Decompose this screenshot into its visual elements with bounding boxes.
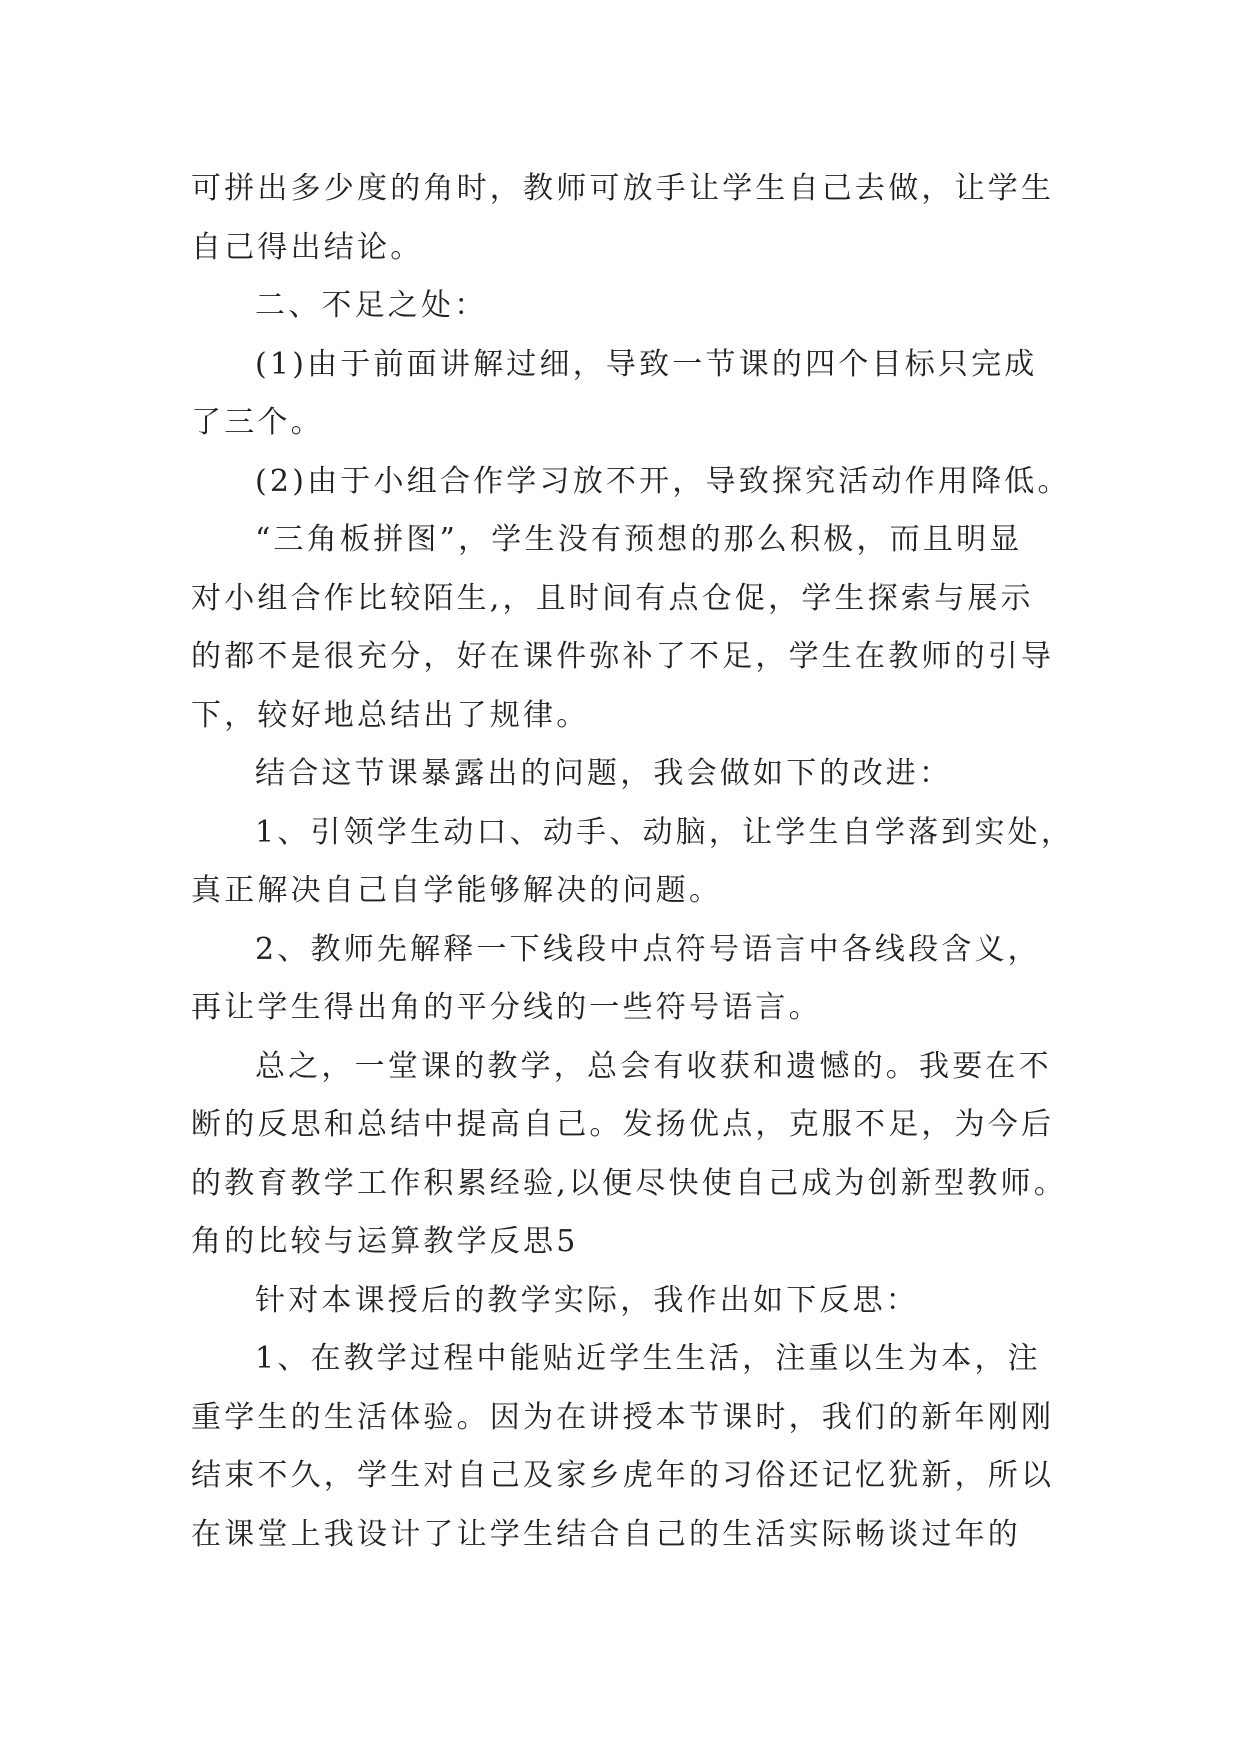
document-body: [191, 160, 1075, 1564]
text-line: 对小组合作比较陌生,，且时间有点仓促，学生探索与展示: [191, 580, 1034, 616]
text-line: “三角板拼图”，学生没有预想的那么积极，而且明显: [255, 522, 1023, 557]
document-title: 角的比较与运算教学反思5: [191, 1224, 579, 1259]
text-line: 1、在教学过程中能贴近学生生活，注重以生为本，注: [255, 1341, 1041, 1376]
text-line: (1)由于前面讲解过细，导致一节课的四个目标只完成: [255, 346, 1038, 382]
text-line: 针对本课授后的教学实际，我作出如下反思：: [255, 1282, 919, 1318]
text-line: 的教育教学工作积累经验,以便尽快使自己成为创新型教师。: [191, 1165, 1067, 1201]
text-line: 了三个。: [191, 405, 324, 440]
text-line: 重学生的生活体验。因为在讲授本节课时，我们的新年刚刚: [191, 1399, 1055, 1435]
text-line: 断的反思和总结中提高自己。发扬优点，克服不足，为今后: [191, 1107, 1055, 1142]
text-line: 结合这节课暴露出的问题，我会做如下的改进：: [255, 756, 953, 791]
text-line: 总之，一堂课的教学，总会有收获和遗憾的。我要在不: [255, 1048, 1052, 1084]
text-line: (2)由于小组合作学习放不开，导致探究活动作用降低。: [255, 463, 1071, 499]
text-line: 再让学生得出角的平分线的一些符号语言。: [191, 990, 822, 1025]
text-line: 2、教师先解释一下线段中点符号语言中各线段含义，: [255, 931, 1041, 967]
text-line: 1、引领学生动口、动手、动脑，让学生自学落到实处，: [255, 814, 1075, 850]
text-line: 真正解决自己自学能够解决的问题。: [191, 873, 723, 908]
text-line: 下，较好地总结出了规律。: [191, 697, 590, 733]
text-line: 可拼出多少度的角时，教师可放手让学生自己去做，让学生: [191, 171, 1055, 206]
text-line: 结束不久，学生对自己及家乡虎年的习俗还记忆犹新，所以: [191, 1458, 1055, 1493]
text-line: 的都不是很充分，好在课件弥补了不足，学生在教师的引导: [191, 639, 1055, 674]
text-line: 自己得出结论。: [191, 229, 424, 265]
section-heading: 二、不足之处：: [255, 288, 488, 323]
text-line: 在课堂上我设计了让学生结合自己的生活实际畅谈过年的: [191, 1516, 1021, 1552]
